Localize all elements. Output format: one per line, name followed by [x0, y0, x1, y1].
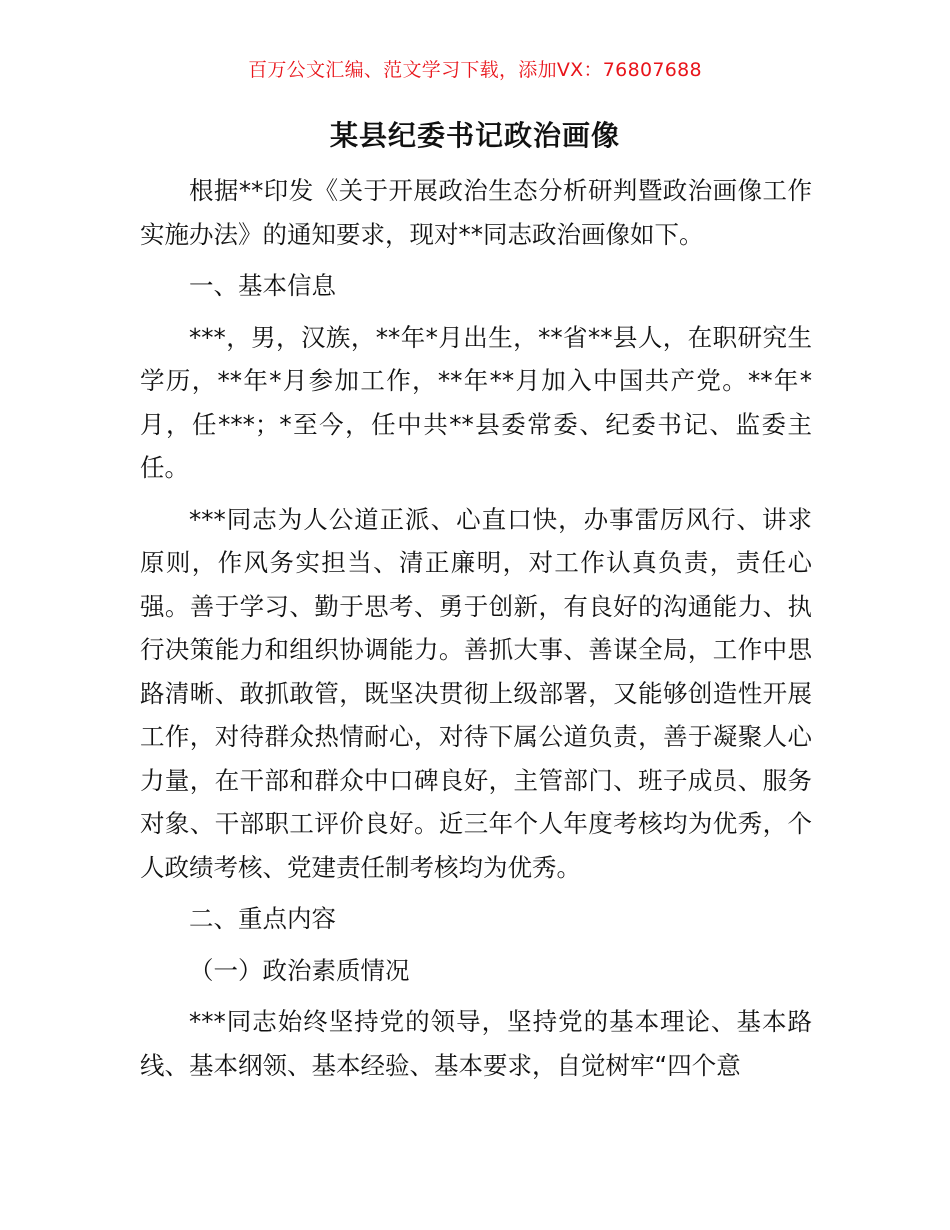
section-heading-key-content: 二、重点内容 — [189, 904, 336, 933]
intro-paragraph: 根据**印发《关于开展政治生态分析研判暨政治画像工作实施办法》的通知要求，现对**同志政治画像如下。 — [140, 176, 812, 249]
document-body — [140, 169, 812, 1087]
document-title: 某县纪委书记政治画像 — [329, 119, 620, 152]
subsection-heading-political-quality: （一）政治素质情况 — [189, 955, 410, 985]
evaluation-paragraph: ***同志为人公道正派、心直口快，办事雷厉风行、讲求原则，作风务实担当、清正廉明，对工作认真负责，责任心强。善于学习、勤于思考、勇于创新，有良好的沟通能力、执行决策能力和组织协调能力。善抓大事、善谋全局，工作中思路清晰、敢抓敢管，既坚决贯彻上级部署，又能够创造性开展工作，对待群众热情耐心，对待下属公道负责，善于凝聚人心力量，在干部和群众中口碑良好，主管部门、班子成员、服务对象、干部职工评价良好。近三年个人年度考核均为优秀，个人政绩考核、党建责任制考核均为优秀。 — [140, 504, 812, 882]
section-heading-basic-info: 一、基本信息 — [189, 271, 336, 300]
political-quality-paragraph: ***同志始终坚持党的领导，坚持党的基本理论、基本路线、基本纲领、基本经验、基本要求，自觉树牢“四个意 — [140, 1007, 812, 1080]
header-banner: 百万公文汇编、范文学习下载，添加VX：76807688 — [248, 59, 702, 81]
basic-info-paragraph: ***，男，汉族，**年*月出生，**省**县人，在职研究生学历，**年*月参加工作，**年**月加入中国共产党。**年*月，任***；*至今，任中共**县委常委、纪委书记、监委主任。 — [140, 322, 812, 482]
